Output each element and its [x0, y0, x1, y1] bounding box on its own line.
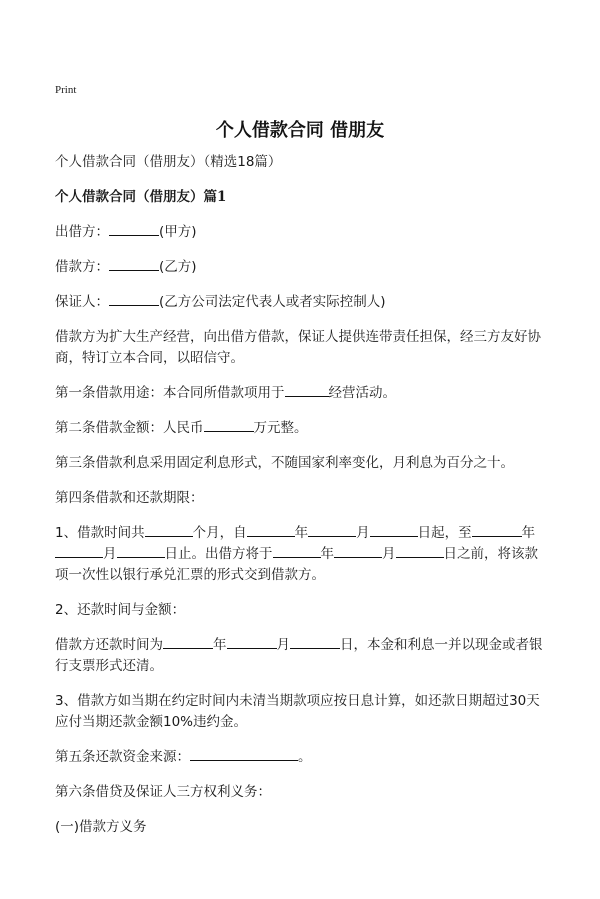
guarantor-label: 保证人： — [55, 294, 109, 310]
repayment-text: 借款方还款时间为 — [55, 637, 163, 653]
term-item-1 — [55, 523, 550, 586]
delivery-day-label: 日之前，将该款项一次性以银行承兑汇票的形式交到借款方。 — [55, 546, 538, 583]
repayment-paragraph — [55, 635, 550, 677]
article-1-text: 第一条借款用途：本合同所借款项用于 — [55, 385, 285, 401]
term-item-1-from: 个月，自 — [192, 525, 247, 541]
preamble-paragraph: 借款方为扩大生产经营，向出借方借款，保证人提供连带责任担保，经三方友好协商，特订立本合同，以昭信守。 — [55, 329, 541, 366]
borrower-suffix: (乙方) — [159, 259, 197, 275]
borrower-blank — [109, 257, 159, 271]
document-body — [55, 152, 550, 852]
end-month-label: 月 — [103, 546, 117, 562]
end-year-label: 年 — [521, 525, 536, 541]
repay-month-blank — [227, 635, 277, 649]
end-day-blank — [117, 544, 165, 558]
repay-month-label: 月 — [276, 637, 290, 653]
article-4: 第四条借款和还款期限： — [55, 490, 204, 506]
borrower-duties-heading: (一)借款方义务 — [55, 819, 147, 835]
borrower-label: 借款方： — [55, 259, 109, 275]
article-1-blank — [285, 383, 329, 397]
article-5 — [55, 747, 550, 768]
repay-year-label: 年 — [213, 637, 227, 653]
article-1-suffix: 经营活动。 — [328, 385, 396, 401]
start-day-label: 日起，至 — [417, 525, 472, 541]
intro-paragraph: 个人借款合同（借朋友）（精选18篇） — [55, 154, 282, 170]
start-month-blank — [308, 523, 356, 537]
delivery-month-label: 月 — [382, 546, 396, 562]
delivery-month-blank — [334, 544, 382, 558]
article-2-blank — [204, 418, 254, 432]
end-month-blank — [55, 544, 103, 558]
delivery-year-blank — [273, 544, 321, 558]
repay-day-blank — [290, 635, 340, 649]
guarantor-suffix: (乙方公司法定代表人或者实际控制人) — [159, 294, 386, 310]
borrower-line — [55, 257, 550, 278]
print-label: Print — [55, 84, 77, 96]
section-heading: 个人借款合同（借朋友）篇1 — [55, 189, 227, 205]
lender-line — [55, 222, 550, 243]
article-2-text: 第二条借款金额：人民币 — [55, 420, 204, 436]
repay-day-label: 日，本金和利息一并以现金或者银行支票形式还清。 — [55, 637, 543, 674]
repay-year-blank — [163, 635, 213, 649]
document-title: 个人借款合同 借朋友 — [215, 120, 385, 141]
start-month-label: 月 — [356, 525, 370, 541]
term-item-1-text: 1、借款时间共 — [55, 525, 145, 541]
article-1 — [55, 383, 550, 404]
article-3: 第三条借款利息采用固定利息形式，不随国家利率变化，月利息为百分之十。 — [55, 455, 514, 471]
start-day-blank — [370, 523, 418, 537]
end-year-blank — [472, 523, 522, 537]
end-day-label: 日止。出借方将于 — [164, 546, 273, 562]
article-5-text: 第五条还款资金来源： — [55, 749, 190, 765]
term-item-2: 2、还款时间与金额： — [55, 602, 186, 618]
lender-blank — [109, 222, 159, 236]
term-months-blank — [145, 523, 193, 537]
article-2-suffix: 万元整。 — [253, 420, 308, 436]
start-year-blank — [247, 523, 295, 537]
lender-label: 出借方： — [55, 224, 109, 240]
funding-source-blank — [190, 747, 298, 761]
article-6: 第六条借贷及保证人三方权利义务： — [55, 784, 271, 800]
delivery-day-blank — [396, 544, 444, 558]
term-item-3: 3、借款方如当期在约定时间内未清当期款项应按日息计算，如还款日期超过30天应付当期还款金额10%违约金。 — [55, 693, 540, 730]
start-year-label: 年 — [294, 525, 309, 541]
lender-suffix: (甲方) — [159, 224, 197, 240]
article-5-suffix: 。 — [298, 749, 312, 765]
delivery-year-label: 年 — [320, 546, 334, 562]
guarantor-blank — [109, 292, 159, 306]
guarantor-line — [55, 292, 550, 313]
article-2 — [55, 418, 550, 439]
